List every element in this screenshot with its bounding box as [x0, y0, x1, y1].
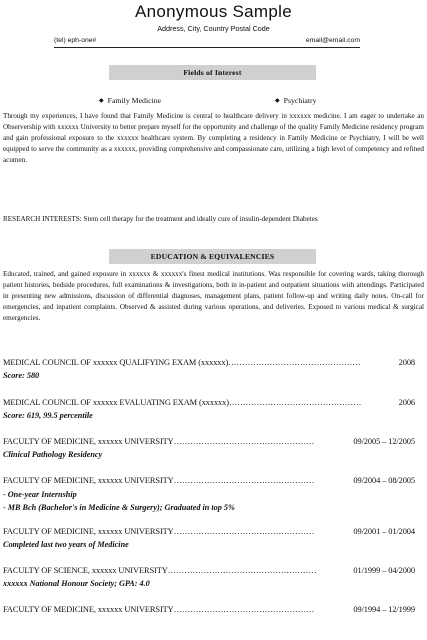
- entry-institution: MEDICAL COUNCIL OF xxxxxx QUALIFYING EXAM (xxxxxx)…………………………………………: [3, 358, 361, 367]
- candidate-name: Anonymous Sample: [135, 2, 292, 21]
- address-line: Address, City, Country Postal Code: [157, 24, 270, 33]
- diamond-bullet-icon: ◆: [99, 98, 104, 104]
- interest-label: Psychiatry: [283, 96, 317, 105]
- education-summary: Educated, trained, and gained exposure in xxxxxx & xxxxxx's finest medical institutions. Was responsible for covering wards, taking thorough patient histories, bedside procedures, full examinations & investigations, both in in-patient and outpatient situations with attendings. Participated in presenting new admissions, discussion of differential diagnoses, management plans, patient follow-up and writing daily notes. On-call for emergencies, and inpatient complaints. Observed & assisted during various operations, and deliveries. Exposed to various medical & surgical emergencies.: [3, 270, 424, 322]
- entry-institution: FACULTY OF MEDICINE, xxxxxx UNIVERSITY……………………………………………: [3, 527, 315, 536]
- entry-detail: Clinical Pathology Residency: [3, 450, 103, 459]
- header-divider: [54, 47, 360, 48]
- education-entry-title: [3, 357, 415, 369]
- entry-institution: FACULTY OF MEDICINE, xxxxxx UNIVERSITY……………………………………………: [3, 437, 315, 446]
- entry-detail: Score: 619, 99.5 percentile: [3, 411, 93, 420]
- education-heading: EDUCATION & EQUIVALENCIES: [109, 249, 316, 264]
- entry-detail: Completed last two years of Medicine: [3, 540, 129, 549]
- interest-statement: Through my experiences, I have found that Family Medicine is central to healthcare delivery in xxxxxx medicine. I am eager to undertake an Observership with xxxxxx University to better prepare myself for the opportunity and challenge of the quality Family Medicine residency program and gain professional exposure to the xxxxxx healthcare system. By completing a residency in Family Medicine or Psychiatry, I will be well equipped to serve the community as a xxxxxx, providing comprehensive and compassionate care, utilizing a high level of competency and refined acumen.: [3, 112, 424, 164]
- entry-institution: FACULTY OF MEDICINE, xxxxxx UNIVERSITY……………………………………………: [3, 605, 315, 614]
- entry-date: 09/1994 – 12/1999: [353, 605, 415, 614]
- research-interests: RESEARCH INTERESTS: Stem cell therapy for the treatment and ideally cure of insulin-dependent Diabetes: [3, 215, 318, 223]
- entry-date: 09/2005 – 12/2005: [353, 437, 415, 446]
- education-entry-title: [3, 397, 415, 409]
- entry-institution: FACULTY OF SCIENCE, xxxxxx UNIVERSITY………………………………………………: [3, 566, 317, 575]
- education-entry-title: [3, 526, 415, 538]
- interest-item-family-medicine: [99, 96, 161, 105]
- phone-number: (tel) eph-one#: [54, 37, 97, 44]
- education-entry-title: [3, 436, 415, 448]
- entry-detail: - MB Bch (Bachelor's in Medicine & Surgery); Graduated in top 5%: [3, 503, 235, 512]
- entry-detail: Score: 580: [3, 371, 40, 380]
- entry-date: 09/2004 – 08/2005: [353, 476, 415, 485]
- education-entry-title: [3, 565, 415, 577]
- education-entry-title: [3, 604, 415, 616]
- entry-date: 2006: [398, 398, 415, 407]
- interest-label: Family Medicine: [107, 96, 162, 105]
- education-entry-title: [3, 475, 415, 487]
- diamond-bullet-icon: ◆: [275, 98, 280, 104]
- entry-detail: xxxxxx National Honour Society; GPA: 4.0: [3, 579, 150, 588]
- interest-item-psychiatry: [275, 96, 317, 105]
- entry-institution: MEDICAL COUNCIL OF xxxxxx EVALUATING EXAM (xxxxxx)…………………………………………: [3, 398, 362, 407]
- entry-date: 01/1999 – 04/2000: [353, 566, 415, 575]
- entry-institution: FACULTY OF MEDICINE, xxxxxx UNIVERSITY……………………………………………: [3, 476, 315, 485]
- entry-date: 2008: [398, 358, 415, 367]
- email-address: email@email.com: [305, 37, 360, 44]
- entry-detail: - One-year Internship: [3, 490, 77, 499]
- fields-of-interest-heading: Fields of Interest: [109, 65, 316, 80]
- entry-date: 09/2001 – 01/2004: [353, 527, 415, 536]
